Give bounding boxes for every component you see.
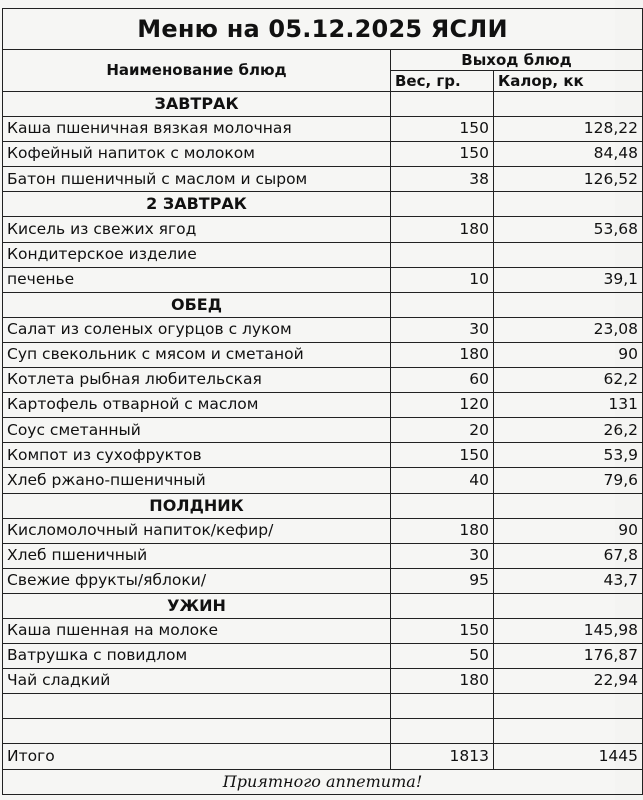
dish-weight: 180 bbox=[391, 217, 494, 242]
blank-row bbox=[3, 719, 643, 744]
dish-calories: 39,1 bbox=[494, 267, 643, 292]
dish-calories: 26,2 bbox=[494, 418, 643, 443]
section-cal-empty bbox=[494, 493, 643, 518]
dish-name: Кондитерское изделие bbox=[3, 242, 391, 267]
dish-row bbox=[3, 267, 643, 292]
dish-weight: 150 bbox=[391, 117, 494, 142]
dish-weight: 95 bbox=[391, 568, 494, 593]
section-cal-empty bbox=[494, 593, 643, 618]
dish-row bbox=[3, 368, 643, 393]
dish-weight: 180 bbox=[391, 342, 494, 367]
dish-weight: 180 bbox=[391, 669, 494, 694]
dish-weight: 38 bbox=[391, 167, 494, 192]
dish-name: Свежие фрукты/яблоки/ bbox=[3, 568, 391, 593]
dish-weight: 20 bbox=[391, 418, 494, 443]
footer-row bbox=[3, 769, 643, 794]
section-row bbox=[3, 292, 643, 317]
dish-weight: 10 bbox=[391, 267, 494, 292]
dish-weight: 120 bbox=[391, 393, 494, 418]
dish-name: печенье bbox=[3, 267, 391, 292]
blank-row bbox=[3, 694, 643, 719]
section-row bbox=[3, 493, 643, 518]
dish-calories: 53,68 bbox=[494, 217, 643, 242]
dish-calories: 84,48 bbox=[494, 142, 643, 167]
footer-wish: Приятного аппетита! bbox=[3, 769, 643, 794]
dish-name: Котлета рыбная любительская bbox=[3, 368, 391, 393]
dish-row bbox=[3, 393, 643, 418]
dish-name: Кофейный напиток с молоком bbox=[3, 142, 391, 167]
dish-calories: 176,87 bbox=[494, 644, 643, 669]
dish-row bbox=[3, 669, 643, 694]
dish-calories: 53,9 bbox=[494, 443, 643, 468]
dish-name: Хлеб ржано-пшеничный bbox=[3, 468, 391, 493]
section-row bbox=[3, 192, 643, 217]
dish-row bbox=[3, 418, 643, 443]
dish-calories: 90 bbox=[494, 518, 643, 543]
menu-table bbox=[2, 8, 643, 795]
blank-cell bbox=[3, 719, 391, 744]
dish-calories: 79,6 bbox=[494, 468, 643, 493]
total-weight: 1813 bbox=[391, 744, 494, 769]
total-calories: 1445 bbox=[494, 744, 643, 769]
section-cal-empty bbox=[494, 192, 643, 217]
section-cal-empty bbox=[494, 92, 643, 117]
dish-weight bbox=[391, 242, 494, 267]
title-row bbox=[3, 9, 643, 50]
dish-row bbox=[3, 142, 643, 167]
header-dish-name: Наименование блюд bbox=[3, 50, 391, 92]
dish-name: Компот из сухофруктов bbox=[3, 443, 391, 468]
dish-row bbox=[3, 117, 643, 142]
dish-weight: 180 bbox=[391, 518, 494, 543]
blank-cell bbox=[391, 694, 494, 719]
dish-name: Соус сметанный bbox=[3, 418, 391, 443]
header-row-1 bbox=[3, 50, 643, 71]
header-weight: Вес, гр. bbox=[391, 71, 494, 92]
dish-weight: 60 bbox=[391, 368, 494, 393]
dish-row bbox=[3, 644, 643, 669]
section-title: ЗАВТРАК bbox=[3, 92, 391, 117]
total-label: Итого bbox=[3, 744, 391, 769]
dish-calories: 90 bbox=[494, 342, 643, 367]
dish-name: Кисломолочный напиток/кефир/ bbox=[3, 518, 391, 543]
dish-calories: 23,08 bbox=[494, 317, 643, 342]
dish-row bbox=[3, 543, 643, 568]
dish-name: Батон пшеничный с маслом и сыром bbox=[3, 167, 391, 192]
dish-row bbox=[3, 317, 643, 342]
dish-row bbox=[3, 468, 643, 493]
section-title: УЖИН bbox=[3, 593, 391, 618]
header-output: Выход блюд bbox=[391, 50, 643, 71]
dish-name: Чай сладкий bbox=[3, 669, 391, 694]
dish-weight: 150 bbox=[391, 142, 494, 167]
blank-cell bbox=[391, 719, 494, 744]
dish-calories bbox=[494, 242, 643, 267]
dish-calories: 128,22 bbox=[494, 117, 643, 142]
dish-name: Каша пшеничная вязкая молочная bbox=[3, 117, 391, 142]
dish-calories: 126,52 bbox=[494, 167, 643, 192]
section-weight-empty bbox=[391, 92, 494, 117]
menu-title: Меню на 05.12.2025 ЯСЛИ bbox=[3, 9, 643, 50]
dish-name: Кисель из свежих ягод bbox=[3, 217, 391, 242]
dish-weight: 30 bbox=[391, 317, 494, 342]
section-row bbox=[3, 593, 643, 618]
section-weight-empty bbox=[391, 593, 494, 618]
dish-row bbox=[3, 342, 643, 367]
section-title: ОБЕД bbox=[3, 292, 391, 317]
section-cal-empty bbox=[494, 292, 643, 317]
dish-name: Ватрушка с повидлом bbox=[3, 644, 391, 669]
blank-cell bbox=[494, 694, 643, 719]
dish-weight: 50 bbox=[391, 644, 494, 669]
section-weight-empty bbox=[391, 192, 494, 217]
section-title: ПОЛДНИК bbox=[3, 493, 391, 518]
dish-row bbox=[3, 518, 643, 543]
dish-name: Салат из соленых огурцов с луком bbox=[3, 317, 391, 342]
dish-row bbox=[3, 242, 643, 267]
dish-calories: 67,8 bbox=[494, 543, 643, 568]
dish-weight: 30 bbox=[391, 543, 494, 568]
dish-calories: 22,94 bbox=[494, 669, 643, 694]
dish-name: Хлеб пшеничный bbox=[3, 543, 391, 568]
section-row bbox=[3, 92, 643, 117]
dish-row bbox=[3, 217, 643, 242]
dish-calories: 145,98 bbox=[494, 618, 643, 643]
dish-name: Суп свекольник с мясом и сметаной bbox=[3, 342, 391, 367]
dish-weight: 40 bbox=[391, 468, 494, 493]
dish-row bbox=[3, 167, 643, 192]
section-title: 2 ЗАВТРАК bbox=[3, 192, 391, 217]
blank-cell bbox=[494, 719, 643, 744]
section-weight-empty bbox=[391, 493, 494, 518]
dish-row bbox=[3, 618, 643, 643]
dish-weight: 150 bbox=[391, 443, 494, 468]
total-row bbox=[3, 744, 643, 769]
dish-weight: 150 bbox=[391, 618, 494, 643]
dish-name: Каша пшенная на молоке bbox=[3, 618, 391, 643]
dish-name: Картофель отварной с маслом bbox=[3, 393, 391, 418]
section-weight-empty bbox=[391, 292, 494, 317]
header-calories: Калор, кк bbox=[494, 71, 643, 92]
dish-calories: 131 bbox=[494, 393, 643, 418]
dish-calories: 62,2 bbox=[494, 368, 643, 393]
blank-cell bbox=[3, 694, 391, 719]
dish-row bbox=[3, 568, 643, 593]
dish-calories: 43,7 bbox=[494, 568, 643, 593]
dish-row bbox=[3, 443, 643, 468]
